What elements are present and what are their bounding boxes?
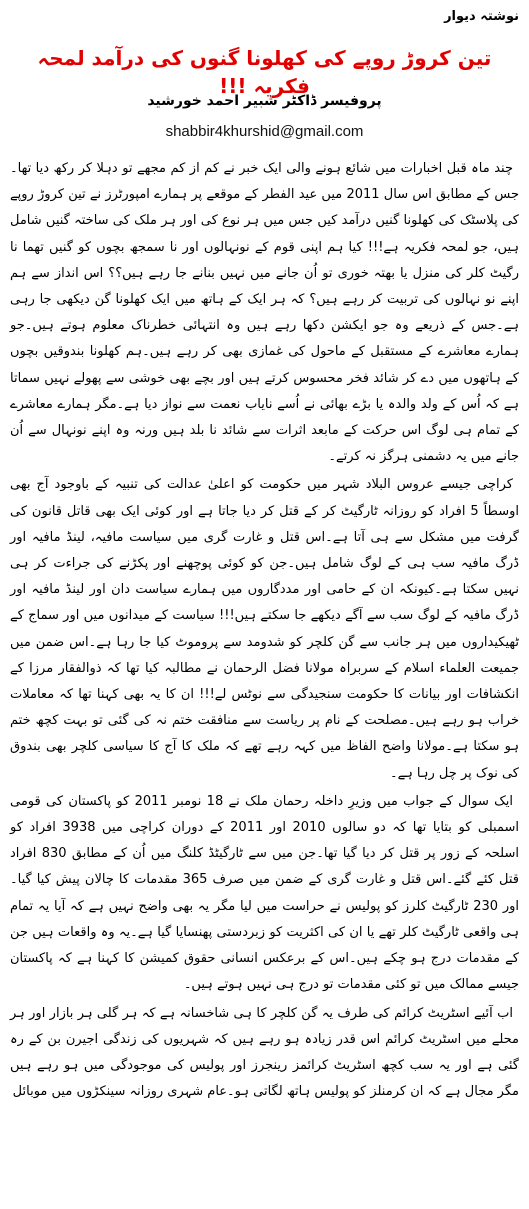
- paragraph: کراچی جیسے عروس البلاد شہر میں حکومت کو اعلیٰ عدالت کی تنبیہ کے باوجود آج بھی اوسطاً 5 افراد کو روزانہ ٹارگیٹ کر کے قتل کر دیا جاتا ہے اور کوئی ایک بھی قاتل قانون کی گرفت میں مشکل سے ہی آتا ہے۔اس قتل و غارت گری میں سیاست مافیہ، لینڈ مافیہ اور ڈرگ مافیہ سب ہی کے لوگ شامل ہیں۔جن کو کوئی پوچھنے اور پکڑنے کی جراءت کر ہی نہیں سکتا ہے۔کیونکہ ان کے حامی اور مددگاروں میں ہمارے سیاست دان اور لینڈ مافیہ اور ڈرگ مافیہ کے لوگ سب سے آگے دیکھے جا سکتے ہیں!!! سیاست کے میدانوں میں اور سماج کے ٹھیکیداروں میں ہر جانب سے گن کلچر کو شدومد سے پروموٹ کیا جا رہا ہے۔اس ضمن میں جمیعت العلماء اسلام کے سربراہ مولانا فضل الرحمان نے مطالبہ کیا تھا کہ ذوالفقار مرزا کے انکشافات اور بیانات کا حکومت سنجیدگی سے نوٹس لے!!! ان کا یہ بھی کہنا تھا کہ معاملات خراب ہو رہے ہیں۔مصلحت کے نام پر ریاست سے منافقت ختم نہ کی گئی تو بہت کچھ ختم ہو سکتا ہے۔مولانا واضح الفاظ میں کہہ رہے تھے کہ ملک کا آج کا سیاسی کلچر بھی بندوق کی نوک پر چل رہا ہے۔: [10, 477, 519, 781]
- article-body: [10, 156, 519, 1105]
- article-title: تین کروڑ روپے کی کھلونا گنوں کی درآمد لمحہ فکریہ !!!: [37, 46, 492, 98]
- paragraph: اب آئیے اسٹریٹ کرائم کی طرف یہ گن کلچر کا ہی شاخسانہ ہے کہ ہر گلی ہر بازار اور ہر محلے میں اسٹریٹ کرائم اس قدر زیادہ ہو رہے ہیں کہ شہریوں کی زندگی اجیرن بن کے رہ گئی ہے اور یہ سب کچھ اسٹریٹ کرائمز رینجرز اور پولیس کی موجودگی میں ہو رہے ہیں مگر مجال ہے کہ ان کرمنلز کو پولیس ہاتھ لگاتی ہو۔عام شہری روزانہ سینکڑوں میں موبائل: [10, 1005, 519, 1100]
- section-label: نوشتہ دیوار: [444, 9, 519, 24]
- paragraph: ایک سوال کے جواب میں وزیرِ داخلہ رحمان ملک نے 18 نومبر 2011 کو پاکستان کی قومی اسمبلی کو بتایا تھا کہ دو سالوں 2010 اور 2011 کے دوران کراچی میں 3938 افراد کو اسلحہ کے زور پر قتل کر دیا گیا تھا۔جن میں سے ٹارگیٹڈ کلنگ میں اُن کے مطابق 830 افراد قتل کئے گئے۔اس قتل و غارت گری کے ضمن میں صرف 365 مقدمات کا چالان پیش کیا گیا۔اور 230 ٹارگیٹ کلرز کو پولیس نے حراست میں لیا مگر یہ بھی واضح نہیں ہے کہ آیا یہ تمام ہی واقعی ٹارگیٹ کلر تھے یا ان کی اکثریت کو زبردستی پھنسایا گیا ہے۔یہ وہ واقعات ہیں جن کے مقدمات درج ہو چکے ہیں۔اس کے برعکس انسانی حقوق کمیشن کا کہنا ہے کہ پاکستان جیسے ممالک میں تو کئی مقدمات تو درج ہی نہیں ہوتے ہیں۔: [10, 793, 520, 993]
- paragraph: چند ماہ قبل اخبارات میں شائع ہونے والی ایک خبر نے کم از کم مجھے تو دہلا کر رکھ دیا تھا۔جس کے مطابق اس سال 2011 میں عید الفطر کے موقعے پر ہمارے امپورٹرز نے تین کروڑ روپے کی پلاسٹک کی کھلونا گنیں درآمد کیں جس میں ہر نوع کی اور ہر ملک کی ساختہ گنیں شامل ہیں، جو لمحہ فکریہ ہے!!! کیا ہم اپنی قوم کے نونہالوں اور نا سمجھ بچوں کو گنیں تھما نا رگیٹ کلر کی منزل یا بھتہ خوری تو اُن جانے میں نہیں بنانے جا رہے ہیں؟؟ اس انداز سے ہم اپنے نو نہالوں کی تربیت کر رہے ہیں؟ کہ ہر ایک کے ہاتھ میں ایک کھلونا گن دیکھی جا رہی ہے۔جس کے ذریعے وہ جو ایکشن دکھا رہے ہیں وہ انتہائی خطرناک معلوم ہوتے ہیں۔جو ہمارے معاشرے کے مستقبل کے ماحول کی غمازی بھی کر رہے ہیں۔ہم کھلونا بندوقیں بچوں کے ہاتھوں میں دے کر شائد فخر محسوس کرتے ہیں اور بچے بھی خوشی سے پھولے نہیں سماتا ہے کہ اُس کے ولد والدہ یا بڑے بھائی نے اُسے نایاب نعمت سے نواز دیا ہے۔مگر ہمارے معاشرے کے تمام ہی لوگ اس حرکت کے مابعد اثرات سے شائد نا بلد ہیں ورنہ وہ اپنے نونہال سے اُن جانے میں یہ دشمنی ہرگز نہ کرتے۔: [10, 161, 520, 465]
- article-author: پروفیسر ڈاکٹر شبیر احمد خورشید: [147, 93, 382, 109]
- author-email: shabbir4khurshid@gmail.com: [165, 123, 364, 140]
